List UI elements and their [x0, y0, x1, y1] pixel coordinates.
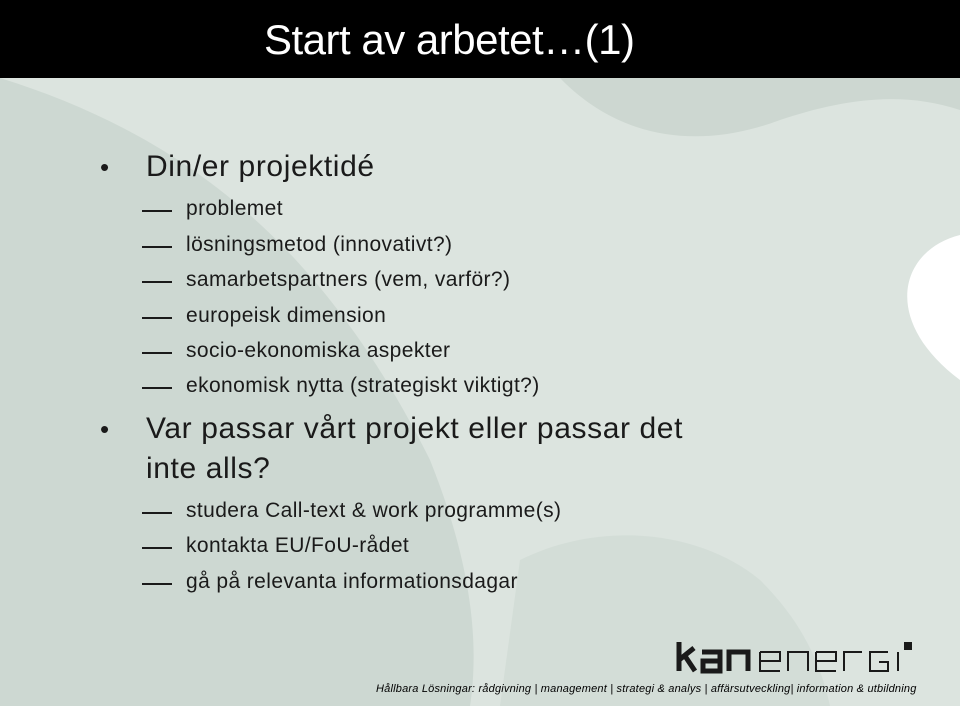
subitem-text: studera Call-text & work programme(s) [186, 499, 562, 522]
subitem-text: kontakta EU/FoU-rådet [186, 534, 410, 557]
subitem-text: lösningsmetod (innovativt?) [186, 233, 453, 256]
dash [142, 512, 172, 514]
subitem-text: socio-ekonomiska aspekter [186, 339, 451, 362]
slide-title: Start av arbetet…(1) [264, 16, 635, 63]
dash [142, 352, 172, 354]
dash [142, 246, 172, 248]
dash [142, 547, 172, 549]
dash [142, 317, 172, 319]
footer-tagline: Hållbara Lösningar: rådgivning | management | strategi & analys | affärsutveckling| information & utbildning [376, 683, 917, 695]
bullet-glyph: • [100, 152, 110, 182]
subitem-text: samarbetspartners (vem, varför?) [186, 268, 511, 291]
bullet-text-line1: Var passar vårt projekt eller passar det [146, 412, 684, 445]
bullet-item [100, 412, 684, 446]
bullet-item [100, 150, 375, 184]
bullet-text: Din/er projektidé [146, 150, 375, 183]
dash [142, 583, 172, 585]
dash [142, 210, 172, 212]
subitem-text: europeisk dimension [186, 304, 387, 327]
title-bar [0, 0, 960, 78]
bullet-glyph: • [100, 414, 110, 444]
bullet-text-line2: inte alls? [146, 452, 271, 485]
subitem-text: problemet [186, 197, 283, 220]
subitem-text: ekonomisk nytta (strategiskt viktigt?) [186, 374, 540, 397]
dash [142, 281, 172, 283]
dash [142, 387, 172, 389]
subitem-text: gå på relevanta informationsdagar [186, 570, 518, 593]
kanenergi-logo [676, 640, 914, 674]
